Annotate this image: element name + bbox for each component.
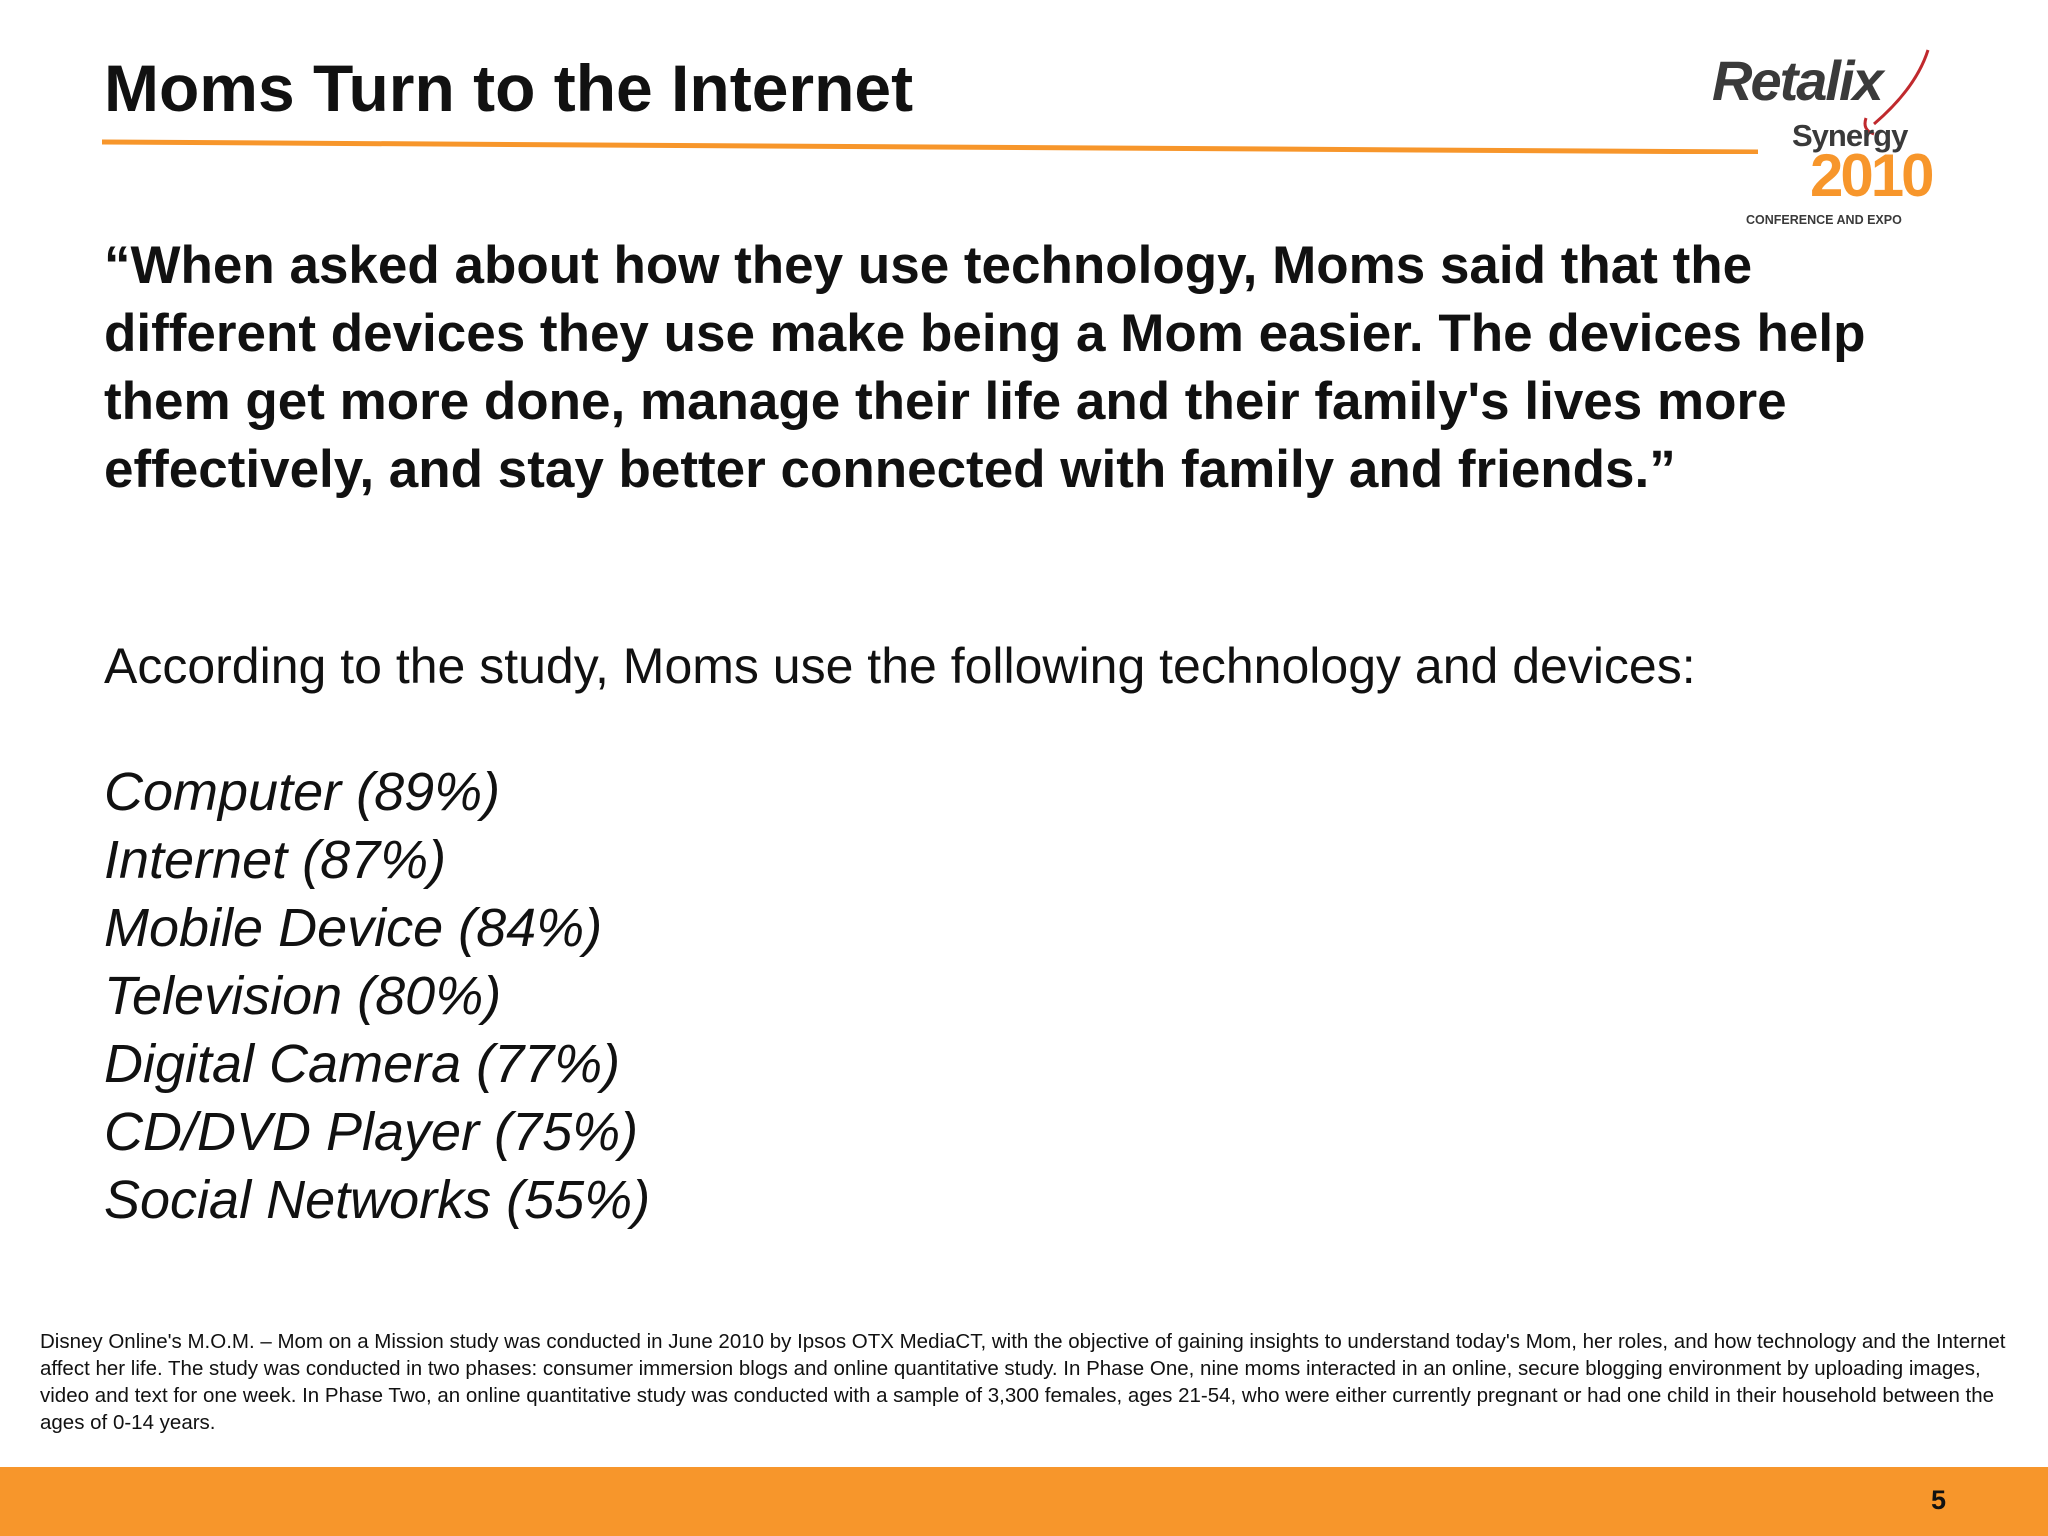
intro-text: According to the study, Moms use the following technology and devices: (104, 638, 1696, 694)
title-underline (102, 136, 1758, 154)
slide-title: Moms Turn to the Internet (104, 51, 914, 125)
study-quote: “When asked about how they use technology, Moms said that the different devices they use make being a Mom easier. The devices help them get more done, manage their life and their family's lives more effectively, and stay better connected with family and friends.” (104, 236, 1866, 499)
retalix-synergy-logo (1706, 48, 1946, 232)
logo-year-text: 2010 (1810, 142, 1932, 209)
list-item: Digital Camera (77%) (104, 1034, 621, 1094)
study-footnote: Disney Online's M.O.M. – Mom on a Mission study was conducted in June 2010 by Ipsos OTX MediaCT, with the objective of gaining insights to understand today's Mom, her roles, and how technology and the Internet affect her life. The study was conducted in two phases: consumer immersion blogs and online quantitative study. In Phase One, nine moms interacted in an online, secure blogging environment by uploading images, video and text for one week. In Phase Two, an online quantitative study was conducted with a sample of 3,300 females, ages 21-54, who were either currently pregnant or had one child in their household between the ages of 0-14 years. (40, 1330, 2006, 1434)
footer-bar (0, 1467, 2048, 1536)
device-usage-list (104, 758, 650, 1234)
list-item: Television (80%) (104, 966, 502, 1026)
list-item: Mobile Device (84%) (104, 898, 603, 958)
list-item: CD/DVD Player (75%) (104, 1102, 639, 1162)
list-item: Social Networks (55%) (104, 1170, 651, 1230)
page-number: 5 (1930, 1485, 1946, 1515)
logo-brand-text: Retalix (1712, 49, 1882, 112)
logo-tagline-text: CONFERENCE AND EXPO (1746, 213, 1902, 227)
list-item: Computer (89%) (104, 762, 501, 822)
list-item: Internet (87%) (104, 830, 447, 890)
logo-product-text: Synergy (1792, 118, 1908, 153)
